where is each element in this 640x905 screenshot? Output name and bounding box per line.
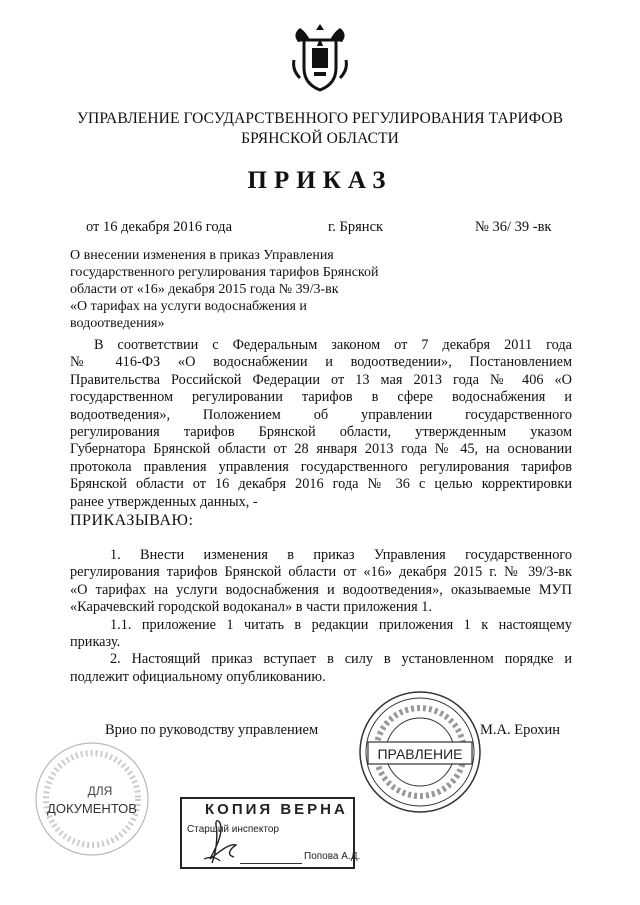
subject-line: водоотведения» xyxy=(70,316,165,331)
preamble-paragraph xyxy=(70,337,572,511)
item-line: приказу. xyxy=(70,634,121,651)
item-line: подлежит официальному опубликованию. xyxy=(70,668,326,685)
copy-certified-heading: КОПИЯ ВЕРНА xyxy=(205,801,348,818)
signatory-role: Врио по руководству управлением xyxy=(105,722,319,738)
documents-stamp xyxy=(28,735,156,863)
preamble-line: Брянской области от 16 декабря 2016 года № 36 с целью корректировки xyxy=(70,476,572,493)
org-name-line2: БРЯНСКОЙ ОБЛАСТИ xyxy=(241,130,399,147)
org-name-line1: УПРАВЛЕНИЕ ГОСУДАРСТВЕННОГО РЕГУЛИРОВАНИЯ ТАРИФОВ xyxy=(76,110,564,127)
preamble-line: государственном регулировании тарифов в сфере водоснабжения и xyxy=(70,389,572,406)
stamp-left-line2: ДОКУМЕНТОВ xyxy=(47,801,137,816)
subject-line: области от «16» декабря 2015 года № 39/3-вк xyxy=(70,282,339,297)
item-line: «О тарифах на услуги водоснабжения и водоотведения», оказываемые МУП xyxy=(70,581,572,598)
item-line: 1.1. приложение 1 читать в редакции приложения 1 к настоящему xyxy=(110,616,572,633)
preamble-line: протокола правления управления государственного регулирования тарифов xyxy=(70,458,572,475)
copy-certified-name: Попова А.Д. xyxy=(304,851,361,862)
item-line: регулирования тарифов Брянской области от «16» декабря 2015 г. № 39/3-вк xyxy=(70,564,572,581)
stamp-left-line1: ДЛЯ xyxy=(87,784,113,798)
document-title: ПРИКАЗ xyxy=(247,167,393,194)
preamble-line: водоотведения», Положением об управлении государственного xyxy=(70,406,572,423)
stamp-center-text: ПРАВЛЕНИЕ xyxy=(377,746,463,762)
coat-of-arms-icon xyxy=(290,22,350,94)
handwritten-signature xyxy=(190,815,260,865)
item-line: «Карачевский городской водоканал» в части приложения 1. xyxy=(70,599,433,616)
document-date: от 16 декабря 2016 года xyxy=(86,219,232,235)
preamble-line: ранее утвержденных данных, - xyxy=(70,493,258,510)
item-line: 1. Внести изменения в приказ Управления государственного xyxy=(110,547,572,563)
preamble-line: Губернатора Брянской области от 28 января 2013 года № 45, на основании xyxy=(70,441,572,458)
preamble-line: регулирования тарифов Брянской области, утвержденным указом xyxy=(70,424,572,441)
subject-line: О внесении изменения в приказ Управления xyxy=(70,248,334,263)
subject-line: «О тарифах на услуги водоснабжения и xyxy=(70,299,307,314)
preamble-line: № 416-ФЗ «О водоснабжении и водоотведении», Постановлением xyxy=(70,354,572,371)
subject-line: государственного регулирования тарифов Брянской xyxy=(70,265,379,280)
preamble-line: Правительства Российской Федерации от 13 мая 2013 года № 406 «О xyxy=(70,371,572,388)
copy-certified-position: Старший инспектор xyxy=(187,824,279,835)
item-line: 2. Настоящий приказ вступает в силу в установленном порядке и xyxy=(110,651,572,668)
document-city: г. Брянск xyxy=(328,219,384,235)
order-items xyxy=(70,547,572,686)
official-round-stamp xyxy=(356,688,484,816)
signatory-name: М.А. Ерохин xyxy=(480,722,561,738)
order-word: ПРИКАЗЫВАЮ: xyxy=(70,512,194,529)
subject-block xyxy=(70,247,400,332)
document-number: № 36/ 39 -вк xyxy=(475,219,552,235)
preamble-line: В соответствии с Федеральным законом от 7 декабря 2011 года xyxy=(94,337,572,353)
